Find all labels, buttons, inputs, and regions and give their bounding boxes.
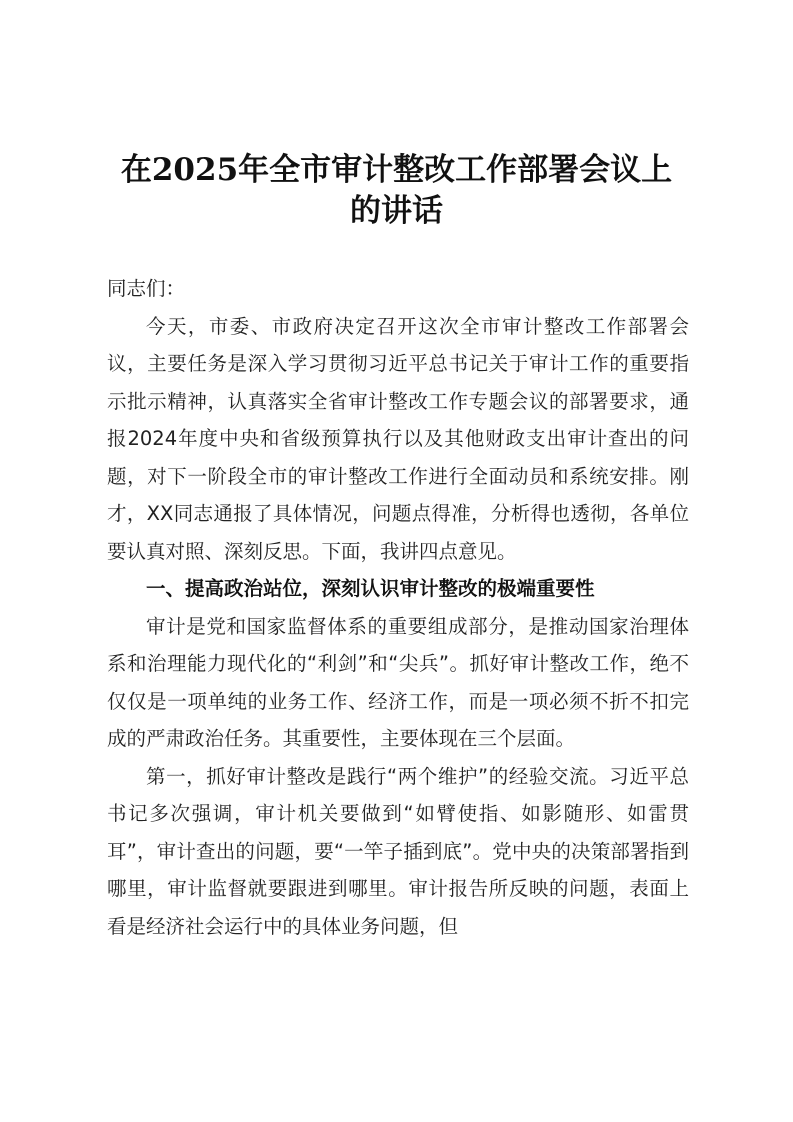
salutation: 同志们：: [107, 277, 186, 300]
document-body: [107, 270, 689, 945]
paragraph-intro: 今天，市委、市政府决定召开这次全市审计整改工作部署会议，主要任务是深入学习贯彻习近平总书记关于审计工作的重要指示批示精神，认真落实全省审计整改工作专题会议的部署要求，通报2024年度中央和省级预算执行以及其他财政支出审计查出的问题，对下一阶段全市的审计整改工作进行全面动员和系统安排。刚才，XX同志通报了具体情况，问题点得准，分析得也透彻，各单位要认真对照、深刻反思。下面，我讲四点意见。: [107, 314, 689, 563]
section-heading-1: 一、提高政治站位，深刻认识审计整改的极端重要性: [146, 577, 595, 600]
paragraph-first-point: 第一，抓好审计整改是践行“两个维护”的经验交流。习近平总书记多次强调，审计机关要做到“如臂使指、如影随形、如雷贯耳”，审计查出的问题，要“一竿子插到底”。党中央的决策部署指到哪里，审计监督就要跟进到哪里。审计报告所反映的问题，表面上看是经济社会运行中的具体业务问题，但: [107, 764, 689, 938]
title-line-2: 的讲话: [350, 193, 443, 229]
paragraph-audit-importance: 审计是党和国家监督体系的重要组成部分，是推动国家治理体系和治理能力现代化的“利剑”和“尖兵”。抓好审计整改工作，绝不仅仅是一项单纯的业务工作、经济工作，而是一项必须不折不扣完成的严肃政治任务。其重要性，主要体现在三个层面。: [107, 614, 689, 750]
document-title: [100, 150, 693, 232]
title-line-1: 在2025年全市审计整改工作部署会议上: [120, 152, 673, 188]
